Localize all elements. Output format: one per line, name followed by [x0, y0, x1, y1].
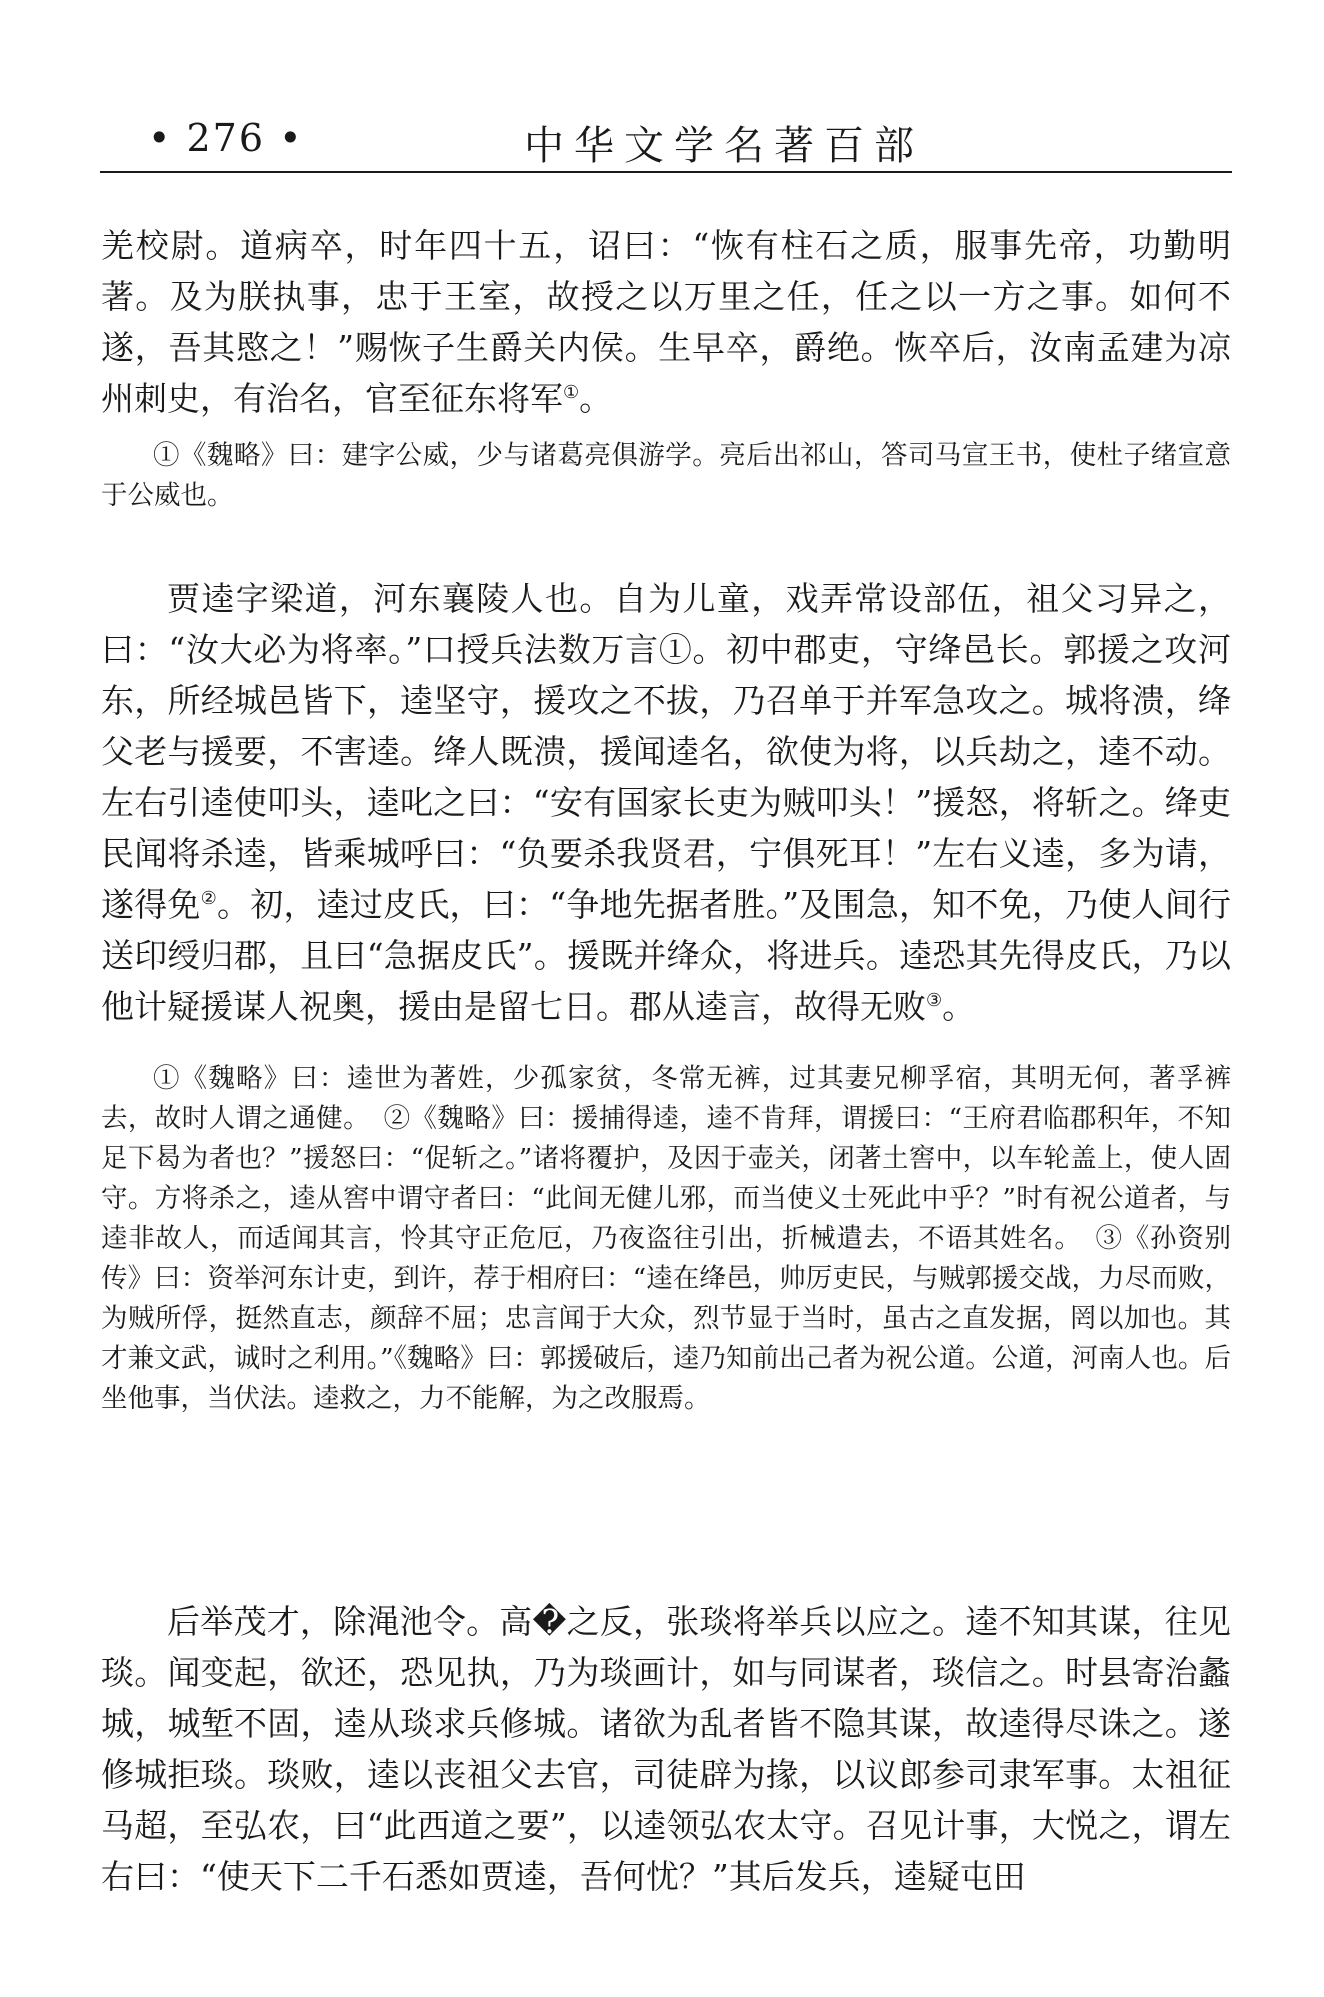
- book-title: 中华文学名著百部: [524, 123, 924, 169]
- footnote-block-1: [101, 436, 1231, 516]
- page-number: • 276 •: [148, 116, 304, 160]
- paragraph-1-text: 羌校尉。道病卒，时年四十五，诏曰：“恢有柱石之质，服事先帝，功勤明著。及为朕执事，忠于王室，故授之以万里之任，任之以一方之事。如何不遂，吾其愍之！”赐恢子生爵关内侯。生早卒，爵绝。恢卒后，汝南孟建为凉州刺史，有治名，官至征东将军: [101, 226, 1231, 418]
- footnote-mark-3: ③: [926, 990, 943, 1011]
- paragraph-2-part2: 。初，逵过皮氏，曰：“争地先据者胜。”及围急，知不免，乃使人间行送印绶归郡，且曰“急据皮氏”。援既并绛众，将进兵。逵恐其先得皮氏，乃以他计疑援谋人祝奥，援由是留七日。郡从逵言，故得无败: [101, 885, 1231, 1026]
- paragraph-2-part1: 贾逵字梁道，河东襄陵人也。自为儿童，戏弄常设部伍，祖父习异之，曰：“汝大必为将率。”口授兵法数万言①。初中郡吏，守绛邑长。郭援之攻河东，所经城邑皆下，逵坚守，援攻之不拔，乃召单于并军急攻之。城将溃，绛父老与援要，不害逵。绛人既溃，援闻逵名，欲使为将，以兵劫之，逵不动。左右引逵使叩头，逵叱之曰：“安有国家长吏为贼叩头！”援怒，将斩之。绛吏民闻将杀逵，皆乘城呼曰：“负要杀我贤君，宁俱死耳！”左右义逵，多为请，遂得免: [101, 579, 1231, 924]
- paragraph-3-text: 后举茂才，除渑池令。高�之反，张琰将举兵以应之。逵不知其谋，往见琰。闻变起，欲还，恐见执，乃为琰画计，如与同谋者，琰信之。时县寄治蠡城，城堑不固，逵从琰求兵修城。诸欲为乱者皆不隐其谋，故逵得尽诛之。遂修城拒琰。琰败，逵以丧祖父去官，司徒辟为掾，以议郎参司隶军事。太祖征马超，至弘农，曰“此西道之要”，以逵领弘农太守。召见计事，大悦之，谓左右曰：“使天下二千石悉如贾逵，吾何忧？”其后发兵，逵疑屯田: [101, 1602, 1231, 1896]
- footnote-mark-1: ①: [563, 382, 580, 403]
- paragraph-1: [101, 220, 1231, 424]
- footnote-block-2: [101, 1059, 1231, 1419]
- paragraph-2-tail: 。: [942, 987, 976, 1026]
- paragraph-2: [101, 573, 1231, 1032]
- footnote-mark-2: ②: [200, 888, 218, 909]
- footnote-2-text: ①《魏略》曰：逵世为著姓，少孤家贫，冬常无裤，过其妻兄柳孚宿，其明无何，著孚裤去，故时人谓之通健。 ②《魏略》曰：援捕得逵，逵不肯拜，谓援曰：“王府君临郡积年，不知足下曷为者也？”援怒曰：“促斩之。”诸将覆护，及因于壶关，闭著土窖中，以车轮盖上，使人固守。方将杀之，逵从窖中谓守者曰：“此间无健儿邪，而当使义士死此中乎？”时有祝公道者，与逵非故人，而适闻其言，怜其守正危厄，乃夜盗往引出，折械遣去，不语其姓名。 ③《孙资别传》曰：资举河东计吏，到许，荐于相府曰：“逵在绛邑，帅厉吏民，与贼郭援交战，力尽而败，为贼所俘，挺然直志，颜辞不屈；忠言闻于大众，烈节显于当时，虽古之直发据，罔以加也。其才兼文武，诚时之利用。”《魏略》曰：郭援破后，逵乃知前出己者为祝公道。公道，河南人也。后坐他事，当伏法。逵救之，力不能解，为之改服焉。: [101, 1063, 1232, 1414]
- paragraph-1-tail: 。: [579, 379, 613, 418]
- footnote-1-text: ①《魏略》曰：建字公威，少与诸葛亮俱游学。亮后出祁山，答司马宣王书，使杜子绪宣意于公威也。: [101, 440, 1231, 511]
- paragraph-3: [101, 1596, 1231, 1902]
- header-divider: [100, 171, 1232, 173]
- page-header: [100, 108, 1232, 168]
